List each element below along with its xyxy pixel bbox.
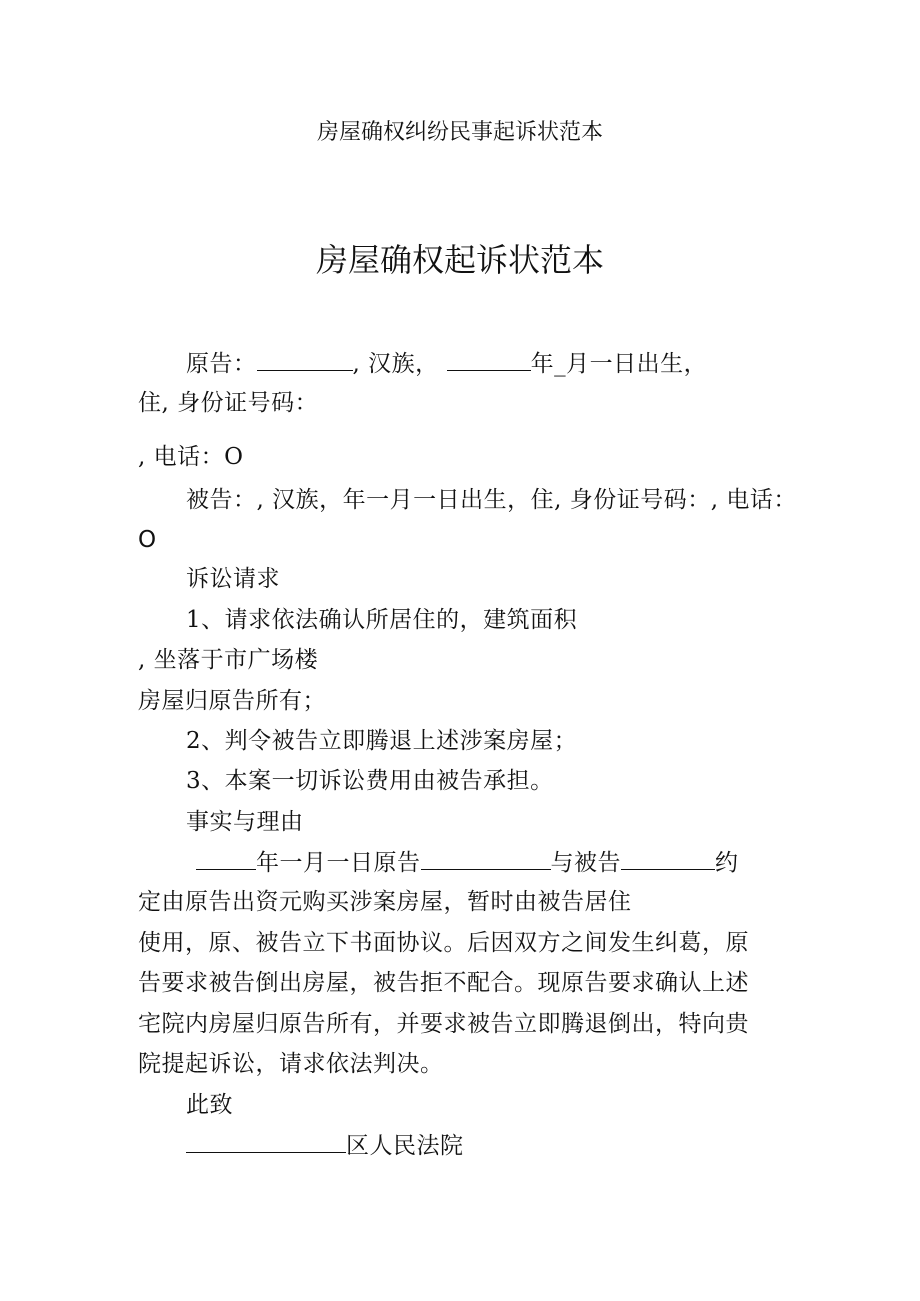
main-title: 房屋确权起诉状范本 <box>315 241 604 279</box>
claim-item-1-ownership: 房屋归原告所有； <box>138 688 326 714</box>
claim-item-1-location: , 坐落于市广场楼 <box>138 647 319 673</box>
facts-and-defendant: 与被告 <box>550 850 621 876</box>
facts-date-plaintiff: 年一月一日原告 <box>256 850 421 876</box>
claim-item-3: 3、本案一切诉讼费用由被告承担。 <box>186 768 554 794</box>
facts-line-5: 宅院内房屋归原告所有，并要求被告立即腾退倒出，特向贵 <box>138 1011 749 1037</box>
facts-line-3: 使用，原、被告立下书面协议。后因双方之间发生纠葛，原 <box>138 930 749 956</box>
facts-line-4: 告要求被告倒出房屋，被告拒不配合。现原告要求确认上述 <box>138 970 749 996</box>
facts-line-2: 定由原告出资元购买涉案房屋，暂时由被告居住 <box>138 889 632 915</box>
facts-year-blank <box>196 847 256 870</box>
claim-item-2: 2、判令被告立即腾退上述涉案房屋； <box>186 728 578 754</box>
facts-defendant-blank <box>621 847 715 870</box>
plaintiff-label: 原告： <box>186 351 257 377</box>
defendant-line-end: O <box>138 527 157 553</box>
closing-court: 区人民法院 <box>346 1133 464 1159</box>
court-name-blank <box>186 1130 346 1153</box>
plaintiff-birth-month-day: _月一日出生， <box>554 351 708 377</box>
facts-agree: 约 <box>715 850 739 876</box>
plaintiff-ethnicity: , 汉族， <box>352 351 439 377</box>
defendant-line: 被告：, 汉族，年一月一日出生，住, 身份证号码：, 电话： <box>186 487 797 513</box>
facts-line-1 <box>196 847 739 878</box>
plaintiff-birth-year-blank <box>447 348 531 371</box>
plaintiff-line <box>186 348 707 379</box>
plaintiff-residence-line: 住, 身份证号码： <box>138 390 319 416</box>
closing-salutation: 此致 <box>186 1092 233 1118</box>
plaintiff-birth-year-suffix: 年 <box>530 351 555 377</box>
facts-heading: 事实与理由 <box>186 809 304 835</box>
plaintiff-name-blank <box>257 348 353 371</box>
plaintiff-phone-line: , 电话：O <box>138 444 244 470</box>
facts-line-6: 院提起诉讼，请求依法判决。 <box>138 1051 444 1077</box>
facts-plaintiff-blank <box>421 847 551 870</box>
claim-item-1: 1、请求依法确认所居住的，建筑面积 <box>186 607 578 633</box>
closing-court-line <box>186 1130 464 1161</box>
document-title: 房屋确权纠纷民事起诉状范本 <box>316 120 603 145</box>
claims-heading: 诉讼请求 <box>186 566 280 592</box>
